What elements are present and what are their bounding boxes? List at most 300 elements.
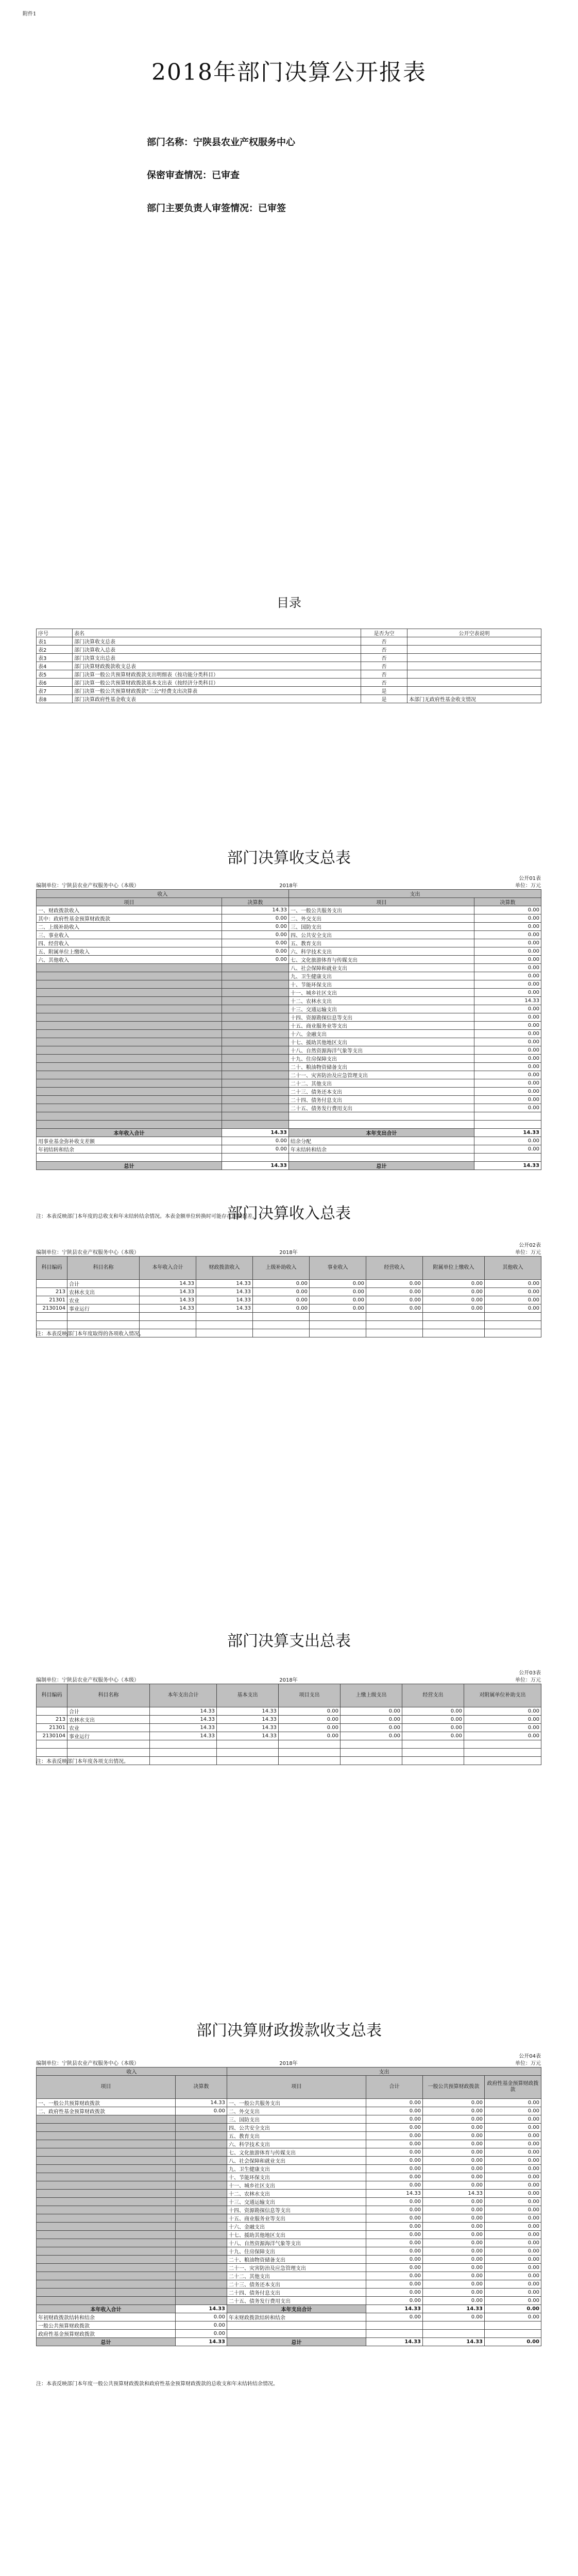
table-cell: 0.00 — [310, 1296, 366, 1304]
table-cell — [279, 1740, 341, 1749]
table-cell — [37, 1280, 67, 1288]
toc-row[interactable] — [37, 662, 541, 670]
t4-year: 2018年 — [279, 2061, 298, 2066]
toc-header: 表名 — [73, 629, 361, 637]
table-cell — [140, 1313, 196, 1321]
table-cell: 0.00 — [423, 2140, 485, 2148]
total-income-value: 14.33 — [222, 1129, 289, 1137]
table-cell: 二、政府性基金预算财政拨款 — [37, 2107, 176, 2115]
table-cell: 0.00 — [366, 2247, 423, 2256]
column-header: 对附属单位补助支出 — [464, 1684, 541, 1707]
table-cell: 0.00 — [423, 2289, 485, 2297]
table-cell: 0.00 — [485, 2313, 541, 2321]
income-header: 收入 — [37, 890, 289, 898]
table-row — [37, 1280, 541, 1288]
column-header: 财政拨款收入 — [196, 1257, 253, 1280]
table-cell: 0.00 — [366, 2165, 423, 2173]
table-cell: 0.00 — [485, 2247, 541, 2256]
table-cell: 二十四、债务付息支出 — [227, 2289, 366, 2297]
grand-total-cell: 14.33 — [366, 2338, 423, 2346]
table-cell: 0.00 — [222, 931, 289, 939]
table-cell: 0.00 — [485, 2231, 541, 2239]
table-cell — [37, 2280, 176, 2289]
table-cell: 0.00 — [366, 1288, 423, 1296]
t3-title: 部门决算支出总表 — [227, 1632, 351, 1650]
table-row — [37, 2272, 541, 2280]
table-cell: 0.00 — [423, 2132, 485, 2140]
t1-note: 注：本表反映部门本年度的总收支和年末结转结余情况。本表金额单位转换时可能存在尾数误差。 — [36, 1214, 258, 1219]
toc-row[interactable] — [37, 695, 541, 703]
table-cell: 0.00 — [485, 1280, 541, 1288]
table-cell — [37, 1079, 222, 1088]
table-cell: 14.33 — [150, 1707, 217, 1716]
table-cell: 四、公共安全支出 — [227, 2124, 366, 2132]
table-cell — [310, 1313, 366, 1321]
table-row — [37, 2214, 541, 2223]
table-cell: 十八、自然资源海洋气象等支出 — [289, 1046, 474, 1055]
table-row — [37, 1088, 541, 1096]
table-cell: 农业 — [67, 1296, 140, 1304]
table-cell — [176, 2264, 227, 2272]
table-cell: 0.00 — [474, 931, 541, 939]
table-cell: 十六、金融支出 — [289, 1030, 474, 1038]
table-cell: 0.00 — [423, 2239, 485, 2247]
table-cell — [222, 1071, 289, 1079]
toc-row[interactable] — [37, 654, 541, 662]
table-cell: 0.00 — [222, 1145, 289, 1154]
toc-cell: 部门决算财政拨款收支总表 — [73, 662, 361, 670]
table-cell: 0.00 — [474, 1022, 541, 1030]
table-cell — [423, 2330, 485, 2338]
table-cell — [279, 1749, 341, 1757]
table-cell — [37, 2239, 176, 2247]
toc-cell — [407, 687, 541, 695]
table-cell: 十七、援助其他地区支出 — [289, 1038, 474, 1046]
table-cell: 八、社会保障和就业支出 — [227, 2157, 366, 2165]
table-cell — [67, 1321, 140, 1329]
t2-year: 2018年 — [279, 1250, 298, 1256]
table-cell: 14.33 — [217, 1716, 279, 1724]
table-cell: 14.33 — [222, 906, 289, 914]
table-cell: 0.00 — [423, 1288, 485, 1296]
table-cell: 二十五、债务发行费用支出 — [289, 1104, 474, 1112]
table-cell: 0.00 — [176, 2313, 227, 2321]
table-cell: 0.00 — [222, 956, 289, 964]
column-header: 本年支出合计 — [150, 1684, 217, 1707]
table-cell — [222, 972, 289, 980]
table-row — [37, 2264, 541, 2272]
table-cell: 0.00 — [474, 989, 541, 997]
table-cell: 0.00 — [366, 2214, 423, 2223]
table-cell: 0.00 — [279, 1732, 341, 1740]
table-cell: 七、文化旅游体育与传媒支出 — [289, 956, 474, 964]
table-cell — [341, 1749, 402, 1757]
toc-table — [36, 629, 541, 703]
table-row — [37, 1071, 541, 1079]
table-cell — [227, 2330, 366, 2338]
column-header: 政府性基金预算财政拨款 — [485, 2076, 541, 2099]
table-cell: 0.00 — [464, 1732, 541, 1740]
table-cell: 14.33 — [366, 2190, 423, 2198]
toc-cell — [407, 654, 541, 662]
table-cell: 0.00 — [366, 2206, 423, 2214]
table-row — [37, 2198, 541, 2206]
table-cell: 0.00 — [423, 2124, 485, 2132]
table-cell — [222, 1055, 289, 1063]
table-cell: 0.00 — [366, 2157, 423, 2165]
table-cell: 21301 — [37, 1296, 67, 1304]
table-cell: 三、事业收入 — [37, 931, 222, 939]
table-cell — [485, 2330, 541, 2338]
table-cell: 14.33 — [196, 1304, 253, 1313]
toc-cell: 本部门无政府性基金收支情况 — [407, 695, 541, 703]
table-cell: 十一、城乡社区支出 — [289, 989, 474, 997]
col-amount: 决算数 — [222, 898, 289, 906]
table-cell: 0.00 — [485, 2115, 541, 2124]
t4-table — [36, 2067, 541, 2346]
table-cell — [37, 1313, 67, 1321]
column-header: 经营收入 — [366, 1257, 423, 1280]
table-cell: 0.00 — [366, 2256, 423, 2264]
table-cell: 0.00 — [464, 1716, 541, 1724]
t2-unit: 编制单位：宁陕县农业产权服务中心（本级） — [36, 1250, 139, 1256]
toc-cell: 表7 — [37, 687, 73, 695]
toc-cell: 否 — [361, 654, 407, 662]
table-row — [37, 1013, 541, 1022]
table-cell — [222, 1046, 289, 1055]
table-cell: 二十三、债务还本支出 — [289, 1088, 474, 1096]
unit-name: 部门名称：宁陕县农业产权服务中心 — [147, 137, 295, 148]
table-row — [37, 1104, 541, 1112]
table-cell — [37, 1013, 222, 1022]
grand-total-cell: 总计 — [227, 2338, 366, 2346]
table-cell — [37, 1749, 67, 1757]
column-header: 经营支出 — [402, 1684, 464, 1707]
table-row — [37, 947, 541, 956]
table-cell: 三、国防支出 — [289, 923, 474, 931]
table-cell: 0.00 — [253, 1280, 310, 1288]
table-cell: 0.00 — [366, 2264, 423, 2272]
table-cell: 0.00 — [485, 2256, 541, 2264]
table-cell — [37, 2206, 176, 2214]
toc-cell: 否 — [361, 637, 407, 646]
table-row — [37, 972, 541, 980]
table-cell — [222, 1112, 289, 1121]
table-cell — [176, 2140, 227, 2148]
table-cell: 0.00 — [366, 2239, 423, 2247]
toc-cell: 部门决算一般公共预算财政拨款"三公"经费支出决算表 — [73, 687, 361, 695]
table-cell: 0.00 — [310, 1304, 366, 1313]
table-cell: 十九、住房保障支出 — [289, 1055, 474, 1063]
table-cell: 0.00 — [474, 939, 541, 947]
table-cell — [37, 1707, 67, 1716]
table-row — [37, 2173, 541, 2181]
table-cell: 14.33 — [196, 1280, 253, 1288]
t2-money-unit: 单位：万元 — [515, 1250, 541, 1256]
table-cell — [37, 2214, 176, 2223]
toc-cell: 表4 — [37, 662, 73, 670]
table-cell — [222, 1038, 289, 1046]
total-income-label: 本年收入合计 — [37, 2305, 176, 2313]
table-cell — [176, 2190, 227, 2198]
table-cell: 0.00 — [366, 2231, 423, 2239]
table-cell — [37, 997, 222, 1005]
column-header: 一般公共预算财政拨款 — [423, 2076, 485, 2099]
page-title: 2018年部门决算公开报表 — [151, 59, 427, 86]
toc-row[interactable] — [37, 670, 541, 679]
table-cell: 0.00 — [485, 1296, 541, 1304]
column-header: 科目编码 — [37, 1257, 67, 1280]
toc-title: 目录 — [277, 596, 301, 610]
table-cell: 二十二、其他支出 — [289, 1079, 474, 1088]
table-cell: 0.00 — [366, 2280, 423, 2289]
table-row — [37, 1096, 541, 1104]
table-row — [37, 2132, 541, 2140]
t1-money-unit: 单位：万元 — [515, 883, 541, 889]
toc-cell: 表6 — [37, 679, 73, 687]
table-cell: 二、上级补助收入 — [37, 923, 222, 931]
table-row — [37, 997, 541, 1005]
table-cell: 0.00 — [485, 2198, 541, 2206]
table-cell: 农林水支出 — [67, 1288, 140, 1296]
toc-cell: 是 — [361, 687, 407, 695]
table-cell: 0.00 — [222, 923, 289, 931]
table-cell — [485, 1321, 541, 1329]
table-cell: 0.00 — [402, 1716, 464, 1724]
toc-cell: 部门决算收支总表 — [73, 637, 361, 646]
table-cell: 0.00 — [423, 2280, 485, 2289]
table-cell — [222, 1088, 289, 1096]
table-cell: 二十、粮油物资储备支出 — [227, 2256, 366, 2264]
table-row — [37, 2157, 541, 2165]
column-header: 其他收入 — [485, 1257, 541, 1280]
table-cell: 0.00 — [279, 1716, 341, 1724]
table-cell: 一般公共预算财政拨款 — [37, 2321, 176, 2330]
table-cell: 14.33 — [217, 1724, 279, 1732]
table-cell — [37, 1104, 222, 1112]
table-cell: 0.00 — [423, 2247, 485, 2256]
table-cell: 0.00 — [474, 906, 541, 914]
table-cell — [140, 1321, 196, 1329]
table-cell — [67, 1749, 150, 1757]
table-cell — [366, 1313, 423, 1321]
table-cell — [474, 1121, 541, 1129]
table-cell — [222, 1121, 289, 1129]
table-cell: 0.00 — [341, 1724, 402, 1732]
t4-title: 部门决算财政拨款收支总表 — [196, 2022, 382, 2040]
table-cell: 农业 — [67, 1724, 150, 1732]
table-cell — [37, 2115, 176, 2124]
table-cell — [341, 1740, 402, 1749]
table-cell: 0.00 — [310, 1288, 366, 1296]
table-cell: 0.00 — [474, 1096, 541, 1104]
table-cell: 四、经营收入 — [37, 939, 222, 947]
toc-cell: 表8 — [37, 695, 73, 703]
column-header: 项目 — [37, 2076, 176, 2099]
table-cell: 0.00 — [423, 2272, 485, 2280]
table-cell: 0.00 — [474, 956, 541, 964]
table-cell: 十四、资源勘探信息等支出 — [289, 1013, 474, 1022]
column-header: 项目支出 — [279, 1684, 341, 1707]
table-cell — [222, 997, 289, 1005]
table-row — [37, 1079, 541, 1088]
table-cell: 农林水支出 — [67, 1716, 150, 1724]
table-row — [37, 2247, 541, 2256]
table-row — [37, 964, 541, 972]
table-cell: 14.33 — [150, 1716, 217, 1724]
t1-code: 公开01表 — [519, 876, 541, 882]
table-cell: 0.00 — [341, 1707, 402, 1716]
table-cell — [423, 1321, 485, 1329]
table-cell — [176, 2173, 227, 2181]
table-cell — [37, 1046, 222, 1055]
table-cell: 0.00 — [423, 2256, 485, 2264]
table-cell — [253, 1321, 310, 1329]
table-cell: 五、教育支出 — [227, 2132, 366, 2140]
table-cell: 0.00 — [366, 2297, 423, 2305]
table-cell: 0.00 — [474, 923, 541, 931]
table-cell: 0.00 — [423, 2165, 485, 2173]
table-row — [37, 1716, 541, 1724]
table-cell: 九、卫生健康支出 — [289, 972, 474, 980]
table-cell: 0.00 — [485, 2181, 541, 2190]
table-cell — [37, 2297, 176, 2305]
expense-header: 支出 — [289, 890, 541, 898]
table-cell: 0.00 — [464, 1724, 541, 1732]
table-cell — [196, 1321, 253, 1329]
column-header: 本年收入合计 — [140, 1257, 196, 1280]
table-cell: 二十二、其他支出 — [227, 2272, 366, 2280]
table-row — [37, 906, 541, 914]
t3-note: 注：本表反映部门本年度各项支出情况。 — [36, 1759, 129, 1765]
column-header: 决算数 — [176, 2076, 227, 2099]
table-cell — [37, 1022, 222, 1030]
table-row — [37, 2148, 541, 2157]
table-row — [37, 989, 541, 997]
table-cell — [176, 2239, 227, 2247]
table-cell — [222, 1096, 289, 1104]
income-header: 收入 — [37, 2067, 227, 2076]
table-cell — [222, 989, 289, 997]
table-cell: 0.00 — [366, 2198, 423, 2206]
table-row — [37, 1121, 541, 1129]
table-cell — [37, 2190, 176, 2198]
table-cell: 14.33 — [140, 1296, 196, 1304]
table-cell: 0.00 — [485, 2124, 541, 2132]
table-cell: 0.00 — [366, 2313, 423, 2321]
toc-row[interactable] — [37, 646, 541, 654]
table-cell: 二十五、债务发行费用支出 — [227, 2297, 366, 2305]
table-cell: 0.00 — [474, 1071, 541, 1079]
table-cell — [222, 1154, 289, 1162]
toc-cell — [407, 662, 541, 670]
table-cell — [423, 1313, 485, 1321]
table-cell — [37, 2148, 176, 2157]
t2-note: 注：本表反映部门本年度取得的各项收入情况。 — [36, 1331, 144, 1337]
table-cell: 0.00 — [485, 2157, 541, 2165]
table-cell: 三、国防支出 — [227, 2115, 366, 2124]
table-row — [37, 1055, 541, 1063]
toc-row[interactable] — [37, 637, 541, 646]
table-cell: 政府性基金预算财政拨款 — [37, 2330, 176, 2338]
t1-title: 部门决算收支总表 — [227, 849, 351, 867]
table-cell: 0.00 — [222, 914, 289, 923]
table-cell — [222, 1022, 289, 1030]
table-cell: 二十一、灾害防治及应急管理支出 — [227, 2264, 366, 2272]
table-cell: 0.00 — [366, 2272, 423, 2280]
grand-total-cell: 14.33 — [423, 2338, 485, 2346]
table-cell: 0.00 — [485, 2148, 541, 2157]
table-cell — [37, 2173, 176, 2181]
table-cell: 0.00 — [366, 2173, 423, 2181]
table-cell — [37, 2231, 176, 2239]
total-expense-cell: 0.00 — [485, 2305, 541, 2313]
table-cell: 0.00 — [485, 2264, 541, 2272]
toc-row[interactable] — [37, 679, 541, 687]
table-cell: 年初财政拨款结转和结余 — [37, 2313, 176, 2321]
table-cell — [402, 1749, 464, 1757]
table-cell — [485, 2321, 541, 2330]
table-cell: 五、附属单位上缴收入 — [37, 947, 222, 956]
table-cell — [176, 2165, 227, 2173]
table-cell — [37, 1030, 222, 1038]
table-cell — [37, 2264, 176, 2272]
toc-cell: 否 — [361, 679, 407, 687]
table-cell — [222, 1030, 289, 1038]
table-cell: 0.00 — [474, 972, 541, 980]
toc-cell: 表1 — [37, 637, 73, 646]
table-cell — [222, 1104, 289, 1112]
table-cell: 二十、粮油物资储备支出 — [289, 1063, 474, 1071]
t2-title: 部门决算收入总表 — [227, 1205, 351, 1223]
table-cell — [37, 2157, 176, 2165]
table-cell: 0.00 — [423, 2107, 485, 2115]
table-cell — [176, 2231, 227, 2239]
table-cell — [176, 2280, 227, 2289]
toc-cell: 否 — [361, 670, 407, 679]
table-cell: 合计 — [67, 1280, 140, 1288]
table-cell — [366, 2330, 423, 2338]
toc-header: 是否为空 — [361, 629, 407, 637]
table-cell: 年末结转和结余 — [289, 1145, 474, 1154]
table-cell: 十六、金融支出 — [227, 2223, 366, 2231]
grand-total-value: 14.33 — [222, 1162, 289, 1170]
toc-row[interactable] — [37, 687, 541, 695]
t3-money-unit: 单位：万元 — [515, 1677, 541, 1683]
table-cell — [37, 989, 222, 997]
grand-total-value: 14.33 — [176, 2338, 227, 2346]
table-cell: 二、外交支出 — [289, 914, 474, 923]
table-cell — [37, 972, 222, 980]
table-cell — [176, 2181, 227, 2190]
table-cell: 五、教育支出 — [289, 939, 474, 947]
toc-cell: 否 — [361, 646, 407, 654]
table-cell — [176, 2132, 227, 2140]
table-cell — [196, 1313, 253, 1321]
table-row — [37, 1304, 541, 1313]
table-cell — [222, 964, 289, 972]
table-cell — [176, 2289, 227, 2297]
table-cell — [485, 1313, 541, 1321]
table-cell: 0.00 — [474, 1013, 541, 1022]
table-cell — [402, 1740, 464, 1749]
t1-year: 2018年 — [279, 883, 298, 889]
table-cell: 14.33 — [140, 1280, 196, 1288]
toc-cell: 否 — [361, 662, 407, 670]
table-cell: 事业运行 — [67, 1304, 140, 1313]
table-cell: 0.00 — [366, 2289, 423, 2297]
table-cell — [37, 2289, 176, 2297]
